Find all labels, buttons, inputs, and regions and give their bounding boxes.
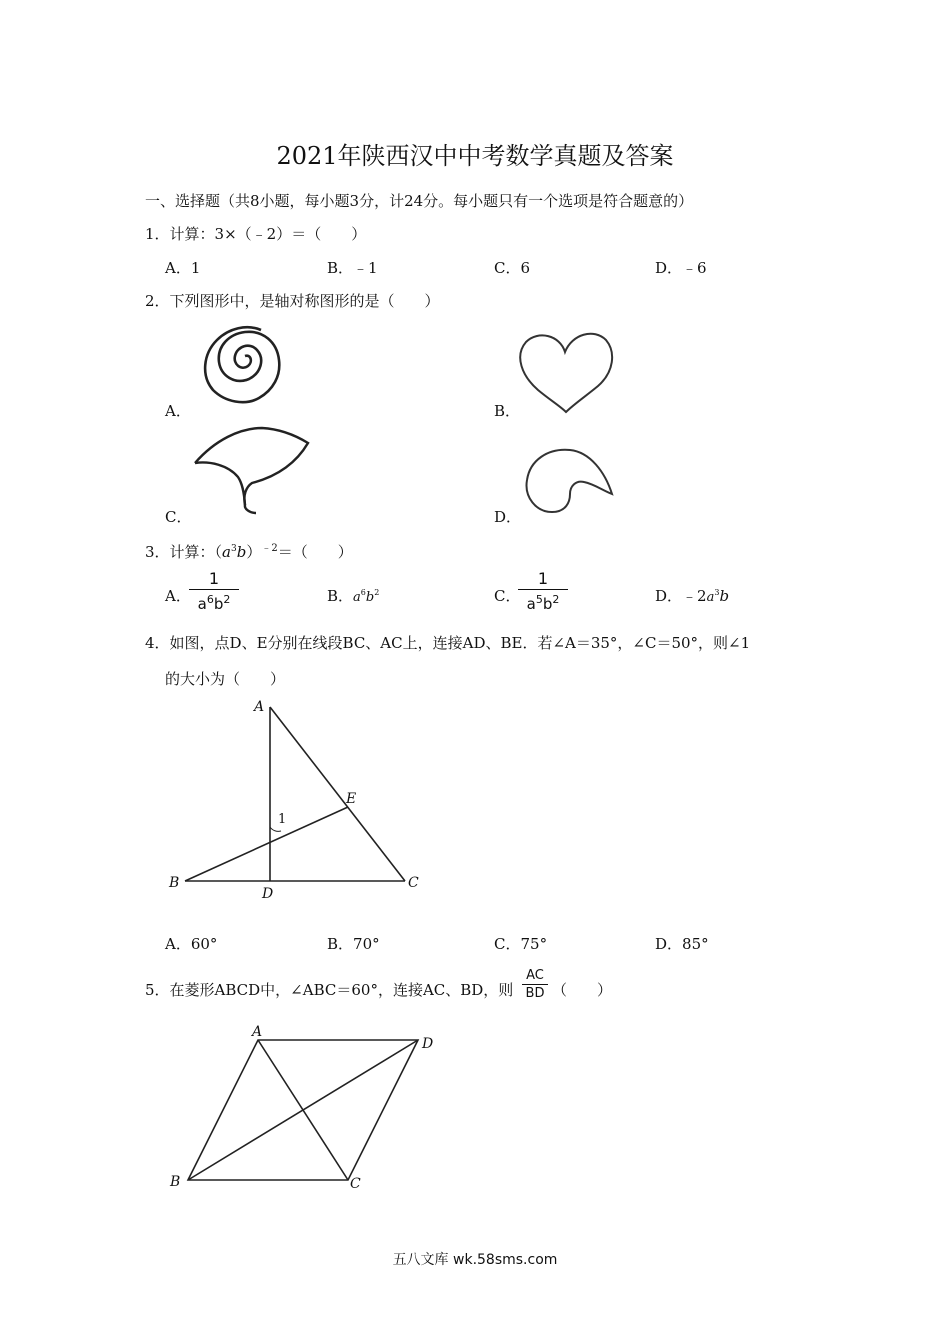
- q3-option-c-fraction: 1 $a^5b^2$: [518, 570, 568, 613]
- rhombus-vertex-a-label: A: [252, 1024, 263, 1040]
- ginkgo-leaf-figure: [190, 425, 315, 515]
- rhombus-vertex-b-label: B: [170, 1174, 181, 1190]
- cloud-curl-figure: [520, 442, 620, 517]
- question-4-stem-line2: 的大小为（ ）: [165, 670, 286, 688]
- q1-option-b: B．﹣1: [327, 259, 378, 277]
- q3-option-a-label: A．: [165, 587, 191, 605]
- vertex-e-label: E: [346, 791, 357, 807]
- q1-option-d: D．﹣6: [655, 259, 707, 277]
- rhombus-vertex-d-label: D: [422, 1036, 434, 1052]
- q3-option-a-fraction: 1 $a^6b^2$: [189, 570, 239, 613]
- page-title: 2021年陕西汉中中考数学真题及答案: [276, 142, 674, 170]
- triangle-figure: [160, 695, 430, 905]
- q3-option-d: D．$﹣2a^3b$: [655, 587, 730, 605]
- q5-ratio-fraction: AC BD: [522, 968, 548, 1001]
- rhombus-figure: [160, 1020, 450, 1195]
- vertex-d-label: D: [262, 886, 274, 902]
- question-3-stem: 3．计算：$(a^3b)^{﹣2}=$（ ）: [145, 543, 353, 561]
- q4-option-c: C．75°: [494, 935, 548, 953]
- q4-option-b: B．70°: [327, 935, 380, 953]
- vertex-a-label: A: [254, 699, 265, 715]
- question-2-stem: 2．下列图形中，是轴对称图形的是（ ）: [145, 292, 440, 310]
- footer-watermark: 五八文库 wk.58sms.com: [392, 1252, 558, 1268]
- q2-option-d: D．: [494, 508, 522, 526]
- q4-option-d: D．85°: [655, 935, 709, 953]
- spiral-figure: [190, 318, 300, 413]
- rhombus-vertex-c-label: C: [350, 1176, 361, 1192]
- question-4-stem-line1: 4．如图，点D、E分别在线段BC、AC上，连接AD、BE．若∠A＝35°，∠C＝50°，则∠1: [145, 634, 751, 652]
- question-5-stem-suffix: （ ）: [552, 981, 613, 999]
- angle-1-label: 1: [278, 812, 287, 827]
- vertex-c-label: C: [408, 875, 419, 891]
- question-1-stem: 1．计算：3×（﹣2）＝（ ）: [145, 225, 367, 243]
- q2-option-b: B．: [494, 402, 521, 420]
- q3-option-c-label: C．: [494, 587, 521, 605]
- heart-figure: [518, 330, 618, 415]
- question-5-stem: 5．在菱形ABCD中，∠ABC＝60°，连接AC、BD，则: [145, 981, 514, 999]
- q1-option-c: C．6: [494, 259, 531, 277]
- q3-option-b: B．$a^6b^2$: [327, 587, 380, 605]
- q2-option-c: C．: [165, 508, 192, 526]
- vertex-b-label: B: [169, 875, 180, 891]
- section-heading: 一、选择题（共8小题，每小题3分，计24分。每小题只有一个选项是符合题意的）: [145, 192, 694, 210]
- q2-option-a: A．: [165, 402, 191, 420]
- q1-option-a: A．1: [165, 259, 201, 277]
- q4-option-a: A．60°: [165, 935, 218, 953]
